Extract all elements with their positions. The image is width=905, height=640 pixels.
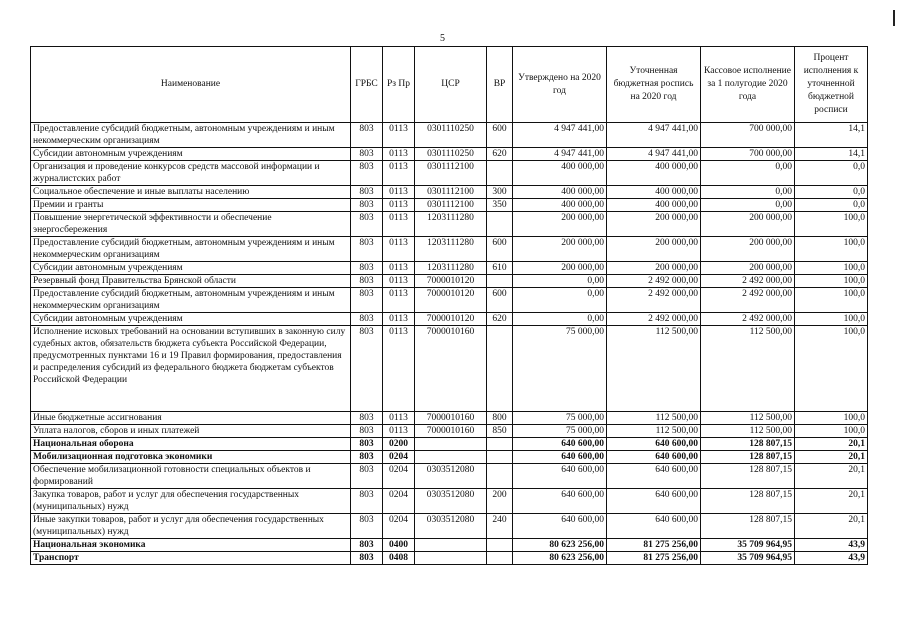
header-cash: Кассовое исполнение за 1 полугодие 2020 года [701,47,795,123]
row-name: Субсидии автономным учреждениям [31,148,351,161]
table-row [31,412,868,425]
row-refined: 400 000,00 [607,199,701,212]
row-csr: 1203111280 [415,212,487,237]
row-name: Субсидии автономным учреждениям [31,262,351,275]
row-grbs: 803 [351,161,383,186]
row-rzpr: 0113 [383,326,415,412]
row-refined: 2 492 000,00 [607,275,701,288]
row-refined: 2 492 000,00 [607,288,701,313]
table-row [31,123,868,148]
table-row [31,262,868,275]
table-row [31,438,868,451]
row-percent: 20,1 [795,464,868,489]
row-vr: 200 [487,489,513,514]
row-percent: 100,0 [795,288,868,313]
row-name: Транспорт [31,552,351,565]
row-grbs: 803 [351,237,383,262]
header-grbs: ГРБС [351,47,383,123]
table-row [31,237,868,262]
row-cash: 112 500,00 [701,425,795,438]
row-refined: 4 947 441,00 [607,123,701,148]
row-refined: 4 947 441,00 [607,148,701,161]
row-grbs: 803 [351,186,383,199]
row-name: Обеспечение мобилизационной готовности специальных объектов и формирований [31,464,351,489]
row-cash: 200 000,00 [701,262,795,275]
table-row [31,514,868,539]
row-grbs: 803 [351,199,383,212]
row-name: Иные бюджетные ассигнования [31,412,351,425]
row-rzpr: 0113 [383,237,415,262]
row-csr: 7000010120 [415,313,487,326]
table-row [31,161,868,186]
row-name: Предоставление субсидий бюджетным, автономным учреждениям и иным некоммерческим организациям [31,288,351,313]
row-cash: 2 492 000,00 [701,288,795,313]
row-csr: 0301112100 [415,199,487,212]
row-name: Организация и проведение конкурсов средств массовой информации и журналистских работ [31,161,351,186]
row-refined: 640 600,00 [607,451,701,464]
row-approved: 640 600,00 [513,451,607,464]
table-row [31,326,868,412]
row-grbs: 803 [351,288,383,313]
row-rzpr: 0113 [383,313,415,326]
table-row [31,275,868,288]
row-cash: 0,00 [701,199,795,212]
row-cash: 200 000,00 [701,237,795,262]
table-row [31,212,868,237]
row-grbs: 803 [351,425,383,438]
row-grbs: 803 [351,451,383,464]
row-rzpr: 0113 [383,288,415,313]
row-vr: 350 [487,199,513,212]
row-csr: 0301112100 [415,161,487,186]
row-csr [415,539,487,552]
row-approved: 75 000,00 [513,326,607,412]
row-percent: 20,1 [795,438,868,451]
row-refined: 640 600,00 [607,514,701,539]
row-rzpr: 0204 [383,489,415,514]
row-percent: 43,9 [795,539,868,552]
row-csr: 0301110250 [415,148,487,161]
row-refined: 640 600,00 [607,438,701,451]
table-row [31,451,868,464]
row-rzpr: 0113 [383,123,415,148]
row-vr: 600 [487,123,513,148]
row-name: Резервный фонд Правительства Брянской области [31,275,351,288]
row-refined: 81 275 256,00 [607,539,701,552]
row-refined: 200 000,00 [607,237,701,262]
row-percent: 100,0 [795,262,868,275]
row-vr [487,161,513,186]
row-cash: 2 492 000,00 [701,313,795,326]
row-rzpr: 0113 [383,212,415,237]
row-percent: 100,0 [795,313,868,326]
row-cash: 128 807,15 [701,464,795,489]
row-vr: 800 [487,412,513,425]
row-cash: 128 807,15 [701,451,795,464]
row-vr: 850 [487,425,513,438]
table-row [31,425,868,438]
row-cash: 112 500,00 [701,412,795,425]
row-vr: 300 [487,186,513,199]
row-csr: 1203111280 [415,237,487,262]
row-csr [415,438,487,451]
row-vr [487,539,513,552]
row-approved: 0,00 [513,313,607,326]
row-percent: 100,0 [795,425,868,438]
row-refined: 112 500,00 [607,412,701,425]
row-name: Исполнение исковых требований на основании вступивших в законную силу судебных актов, обязательств бюджета субъекта Российской Федерации, предусмотренных пунктами 16 и 19 Правил формирования, предоставления и распределения субсидий из федерального бюджета бюджетам субъектов Российской Федерации [31,326,351,412]
row-grbs: 803 [351,489,383,514]
header-name: Наименование [31,47,351,123]
row-name: Предоставление субсидий бюджетным, автономным учреждениям и иным некоммерческим организациям [31,123,351,148]
row-percent: 0,0 [795,186,868,199]
row-refined: 81 275 256,00 [607,552,701,565]
row-approved: 640 600,00 [513,514,607,539]
edge-mark [893,10,895,26]
row-percent: 20,1 [795,489,868,514]
row-csr: 0301110250 [415,123,487,148]
row-rzpr: 0113 [383,275,415,288]
row-rzpr: 0408 [383,552,415,565]
row-grbs: 803 [351,212,383,237]
row-rzpr: 0204 [383,514,415,539]
header-vr: ВР [487,47,513,123]
row-vr [487,464,513,489]
row-approved: 400 000,00 [513,186,607,199]
table-row [31,539,868,552]
row-vr [487,552,513,565]
row-vr [487,438,513,451]
row-approved: 0,00 [513,275,607,288]
row-percent: 20,1 [795,451,868,464]
row-name: Социальное обеспечение и иные выплаты населению [31,186,351,199]
row-name: Закупка товаров, работ и услуг для обеспечения государственных (муниципальных) нужд [31,489,351,514]
row-csr: 7000010120 [415,288,487,313]
row-name: Мобилизационная подготовка экономики [31,451,351,464]
row-refined: 112 500,00 [607,326,701,412]
row-csr: 0303512080 [415,489,487,514]
row-approved: 200 000,00 [513,212,607,237]
row-name: Премии и гранты [31,199,351,212]
table-row [31,148,868,161]
row-grbs: 803 [351,464,383,489]
row-cash: 0,00 [701,186,795,199]
row-grbs: 803 [351,275,383,288]
row-approved: 400 000,00 [513,199,607,212]
row-approved: 200 000,00 [513,237,607,262]
page-number: 5 [440,33,445,44]
header-approved: Утверждено на 2020 год [513,47,607,123]
row-approved: 640 600,00 [513,438,607,451]
row-approved: 640 600,00 [513,464,607,489]
row-csr: 0301112100 [415,186,487,199]
row-vr [487,212,513,237]
row-percent: 14,1 [795,123,868,148]
row-cash: 128 807,15 [701,489,795,514]
row-name: Национальная экономика [31,539,351,552]
table-row [31,186,868,199]
row-rzpr: 0113 [383,412,415,425]
table-row [31,313,868,326]
row-csr [415,451,487,464]
row-cash: 2 492 000,00 [701,275,795,288]
row-approved: 4 947 441,00 [513,123,607,148]
row-percent: 100,0 [795,237,868,262]
row-cash: 200 000,00 [701,212,795,237]
row-vr: 240 [487,514,513,539]
row-rzpr: 0113 [383,425,415,438]
row-rzpr: 0200 [383,438,415,451]
row-rzpr: 0204 [383,451,415,464]
row-name: Уплата налогов, сборов и иных платежей [31,425,351,438]
row-cash: 700 000,00 [701,148,795,161]
row-name: Повышение энергетической эффективности и обеспечение энергосбережения [31,212,351,237]
row-cash: 35 709 964,95 [701,539,795,552]
row-percent: 20,1 [795,514,868,539]
row-csr [415,552,487,565]
table-row [31,288,868,313]
row-percent: 0,0 [795,199,868,212]
row-vr: 620 [487,313,513,326]
row-percent: 100,0 [795,326,868,412]
header-csr: ЦСР [415,47,487,123]
row-grbs: 803 [351,412,383,425]
row-rzpr: 0113 [383,186,415,199]
row-cash: 128 807,15 [701,438,795,451]
row-refined: 640 600,00 [607,464,701,489]
row-grbs: 803 [351,148,383,161]
row-approved: 0,00 [513,288,607,313]
row-refined: 200 000,00 [607,262,701,275]
row-refined: 200 000,00 [607,212,701,237]
table-row [31,199,868,212]
row-name: Иные закупки товаров, работ и услуг для обеспечения государственных (муниципальных) нужд [31,514,351,539]
row-grbs: 803 [351,326,383,412]
row-percent: 100,0 [795,412,868,425]
row-vr: 620 [487,148,513,161]
table-row [31,552,868,565]
row-rzpr: 0113 [383,148,415,161]
row-percent: 43,9 [795,552,868,565]
row-refined: 2 492 000,00 [607,313,701,326]
row-csr: 7000010120 [415,275,487,288]
row-grbs: 803 [351,313,383,326]
row-approved: 640 600,00 [513,489,607,514]
row-approved: 75 000,00 [513,425,607,438]
header-refined: Уточненная бюджетная роспись на 2020 год [607,47,701,123]
row-percent: 100,0 [795,275,868,288]
row-approved: 200 000,00 [513,262,607,275]
row-approved: 4 947 441,00 [513,148,607,161]
row-csr: 7000010160 [415,326,487,412]
row-grbs: 803 [351,539,383,552]
row-refined: 400 000,00 [607,161,701,186]
row-cash: 0,00 [701,161,795,186]
row-rzpr: 0113 [383,199,415,212]
row-vr [487,451,513,464]
row-name: Субсидии автономным учреждениям [31,313,351,326]
row-grbs: 803 [351,123,383,148]
row-csr: 0303512080 [415,514,487,539]
row-percent: 0,0 [795,161,868,186]
row-csr: 7000010160 [415,412,487,425]
row-refined: 112 500,00 [607,425,701,438]
row-csr: 7000010160 [415,425,487,438]
row-grbs: 803 [351,438,383,451]
row-rzpr: 0400 [383,539,415,552]
row-rzpr: 0113 [383,262,415,275]
row-grbs: 803 [351,514,383,539]
header-rzpr: Рз Пр [383,47,415,123]
row-cash: 128 807,15 [701,514,795,539]
row-refined: 400 000,00 [607,186,701,199]
table-row [31,489,868,514]
table-row [31,464,868,489]
header-row [31,47,868,123]
row-grbs: 803 [351,552,383,565]
row-approved: 80 623 256,00 [513,539,607,552]
row-percent: 100,0 [795,212,868,237]
row-csr: 0303512080 [415,464,487,489]
row-approved: 400 000,00 [513,161,607,186]
row-rzpr: 0204 [383,464,415,489]
row-grbs: 803 [351,262,383,275]
row-vr: 600 [487,288,513,313]
row-refined: 640 600,00 [607,489,701,514]
row-approved: 80 623 256,00 [513,552,607,565]
row-csr: 1203111280 [415,262,487,275]
row-rzpr: 0113 [383,161,415,186]
row-approved: 75 000,00 [513,412,607,425]
row-vr: 610 [487,262,513,275]
row-name: Национальная оборона [31,438,351,451]
row-vr [487,275,513,288]
row-vr: 600 [487,237,513,262]
row-name: Предоставление субсидий бюджетным, автономным учреждениям и иным некоммерческим организациям [31,237,351,262]
row-cash: 35 709 964,95 [701,552,795,565]
header-percent: Процент исполнения к уточненной бюджетной росписи [795,47,868,123]
row-cash: 112 500,00 [701,326,795,412]
row-percent: 14,1 [795,148,868,161]
row-vr [487,326,513,412]
budget-table [30,46,868,565]
row-cash: 700 000,00 [701,123,795,148]
